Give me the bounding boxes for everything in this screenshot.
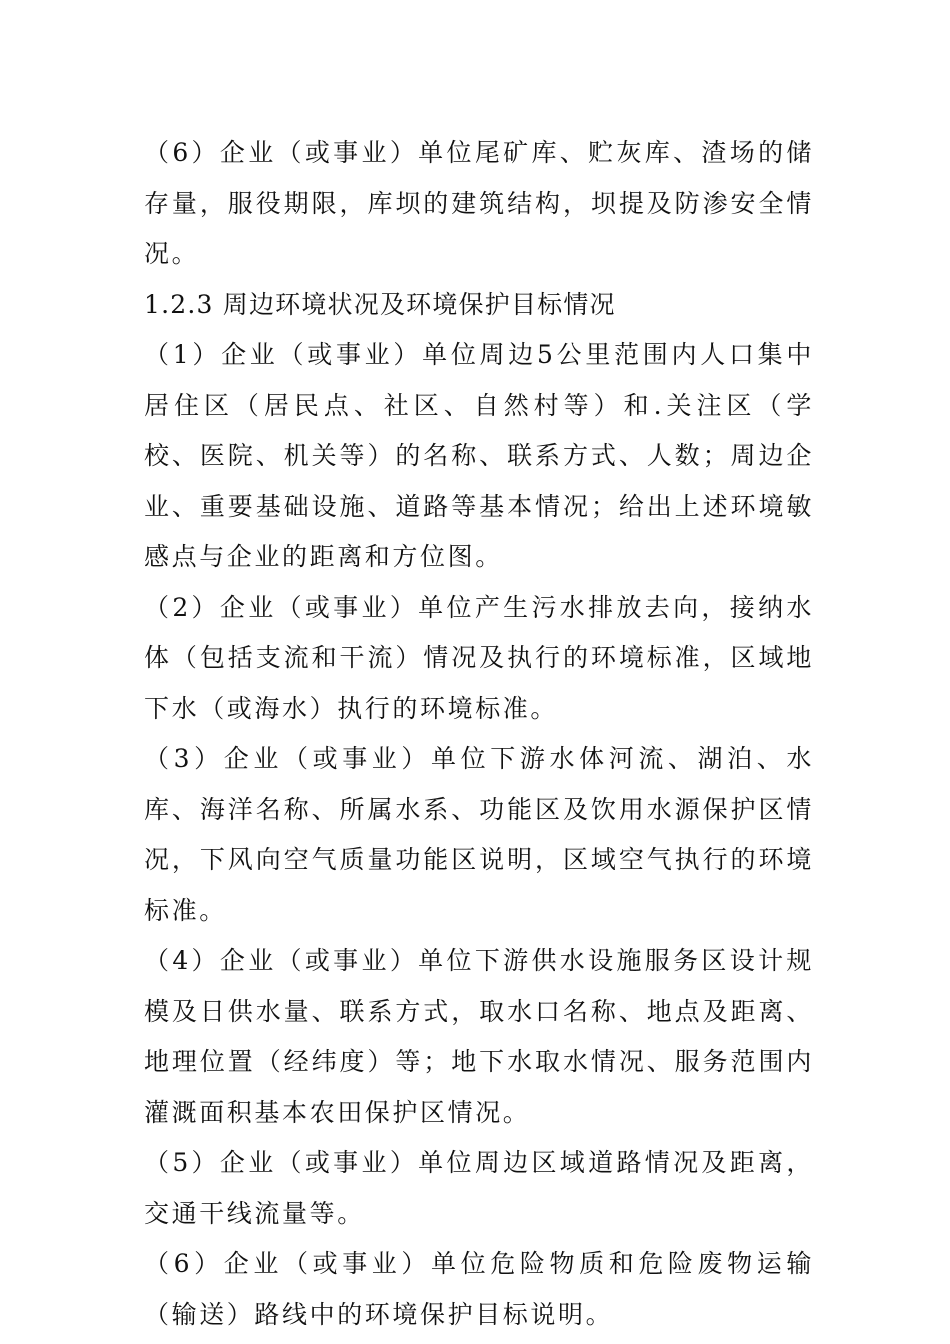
paragraph-hazardous-transport: （6）企业（或事业）单位危险物质和危险废物运输（输送）路线中的环境保护目标说明。	[144, 1249, 814, 1329]
paragraph-downstream-water-bodies: （3）企业（或事业）单位下游水体河流、湖泊、水库、海洋名称、所属水系、功能区及饮用水源保护区情况，下风向空气质量功能区说明，区域空气执行的环境标准。	[144, 744, 814, 925]
document-body	[144, 128, 814, 1340]
paragraph-tailings-storage: （6）企业（或事业）单位尾矿库、贮灰库、渣场的储存量，服役期限，库坝的建筑结构，坝提及防渗安全情况。	[144, 138, 814, 268]
paragraph-surrounding-population: （1）企业（或事业）单位周边5公里范围内人口集中居住区（居民点、社区、自然村等）和.关注区（学校、医院、机关等）的名称、联系方式、人数；周边企业、重要基础设施、道路等基本情况；给出上述环境敏感点与企业的距离和方位图。	[144, 340, 814, 571]
paragraph-water-supply-facilities: （4）企业（或事业）单位下游供水设施服务区设计规模及日供水量、联系方式，取水口名称、地点及距离、地理位置（经纬度）等；地下水取水情况、服务范围内灌溉面积基本农田保护区情况。	[144, 946, 814, 1127]
paragraph-wastewater-discharge: （2）企业（或事业）单位产生污水排放去向，接纳水体（包括支流和干流）情况及执行的环境标准，区域地下水（或海水）执行的环境标准。	[144, 592, 814, 723]
paragraph-road-conditions: （5）企业（或事业）单位周边区域道路情况及距离，交通干线流量等。	[144, 1148, 814, 1228]
section-heading-1-2-3: 1.2.3 周边环境状况及环境保护目标情况	[144, 289, 616, 319]
